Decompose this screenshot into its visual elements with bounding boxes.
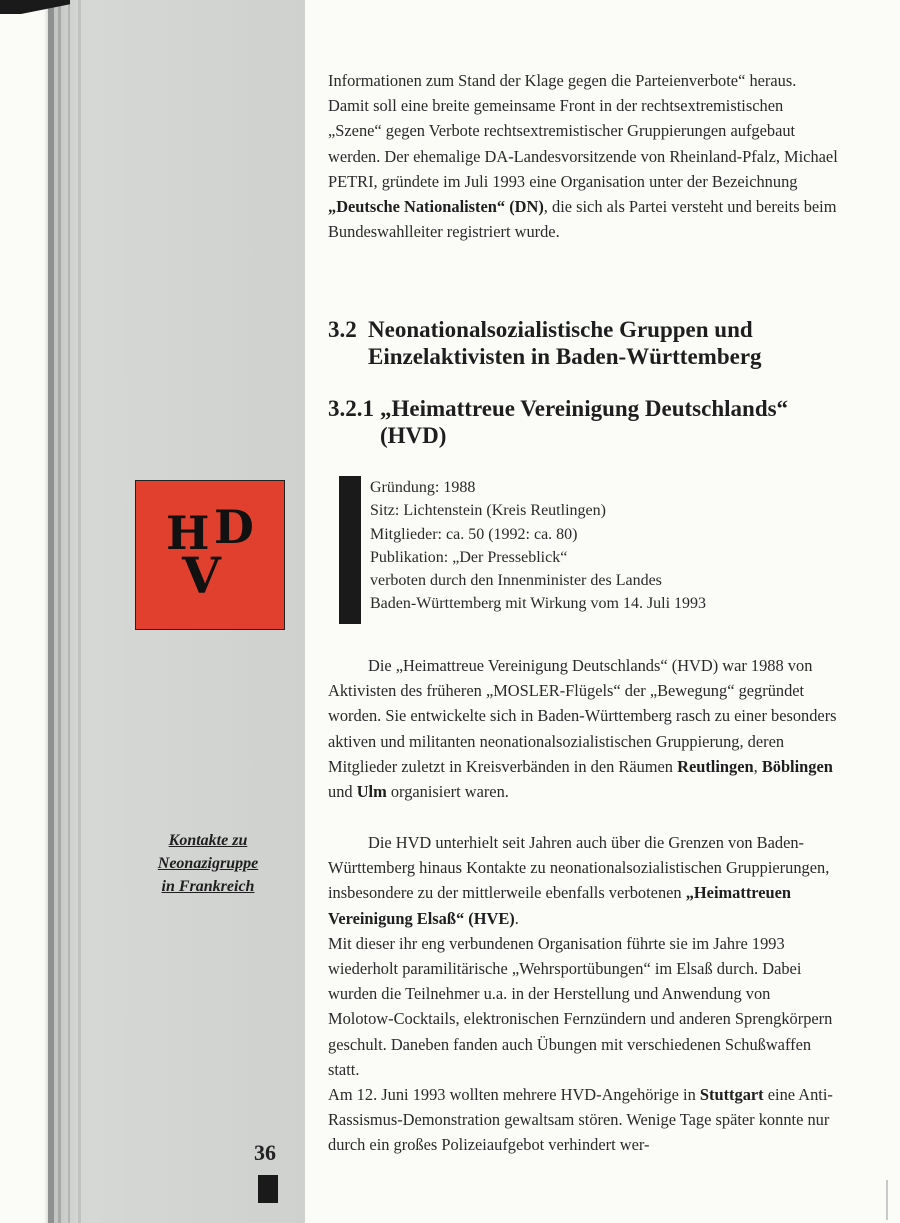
intro-text-end: , die sich als Partei versteht und bereits beim Bundeswahlleiter registriert wurde. — [328, 197, 837, 242]
subsection-title-line1: „Heimattreue Vereinigung Deutschlands“ — [380, 396, 789, 421]
city-boeblingen: Böblingen — [761, 756, 833, 776]
paragraph-exercises: Mit dieser ihr eng verbundenen Organisation führte sie im Jahre 1993 wiederholt paramilitärische „Wehrsportübungen“ im Elsaß durch. Dabei wurden die Teilnehmer u.a. in der Herstellung und Anwendung von Molotow-Cocktails, elektronischen Fernzündern und anderen Sprengkörpern geschult. Daneben fanden auch Übungen mit verschiedenen Schußwaffen statt. — [328, 933, 833, 1079]
paragraph-stuttgart-text: Am 12. Juni 1993 wollten mehrere HVD-Angehörige in — [328, 1085, 700, 1105]
section-heading-3-2-1 — [328, 395, 788, 449]
separator: , — [753, 756, 762, 776]
logo-letter-h: H — [166, 506, 210, 560]
fact-seat: Sitz: Lichtenstein (Kreis Reutlingen) — [370, 502, 606, 520]
intro-bold-org: „Deutsche Nationalisten“ (DN) — [328, 197, 544, 217]
binding-shadow — [78, 0, 81, 1223]
page-number: 36 — [254, 1140, 276, 1165]
fact-box-marker — [339, 476, 361, 624]
binding-shadow — [68, 0, 70, 1223]
binding-shadow — [48, 0, 54, 1223]
intro-paragraph — [328, 68, 838, 244]
section-title-line2: Einzelaktivisten in Baden-Württemberg — [368, 344, 762, 369]
city-reutlingen: Reutlingen — [677, 756, 754, 776]
fact-box — [370, 476, 706, 616]
subsection-number: 3.2.1 — [328, 396, 374, 421]
binding-shadow — [58, 0, 61, 1223]
section-number: 3.2 — [328, 317, 357, 342]
intro-text: Informationen zum Stand der Klage gegen die Parteienverbote“ heraus. Damit soll eine breite gemeinsame Front in der rechtsextremistischen „Szene“ gegen Verbote rechtsextremistischer Gruppierungen aufgebaut werden. Der ehemalige DA-Landesvorsitzende von Rheinland-Pfalz, Michael PETRI, gründete im Juli 1993 eine Organisation unter der Bezeichnung — [328, 71, 838, 191]
fact-members: Mitglieder: ca. 50 (1992: ca. 80) — [370, 525, 578, 543]
logo-letter-d: D — [214, 500, 254, 554]
margin-note-line2: Neonazigruppe — [157, 855, 259, 872]
subsection-title-line2: (HVD) — [380, 423, 447, 448]
margin-note-line1: Kontakte zu — [168, 832, 248, 849]
section-heading-3-2 — [328, 316, 762, 370]
paragraph-contacts-end: . — [514, 908, 519, 928]
page-marker-bar — [258, 1175, 278, 1203]
paragraph-hvd-end: organisiert waren. — [386, 782, 509, 802]
fact-ban-line2: Baden-Württemberg mit Wirkung vom 14. Juli 1993 — [370, 595, 707, 613]
paragraph-contacts — [328, 830, 838, 1158]
city-stuttgart: Stuttgart — [699, 1085, 764, 1105]
fact-publication: Publikation: „Der Presseblick“ — [370, 548, 568, 566]
logo-letter-v: V — [182, 546, 221, 605]
margin-note — [118, 829, 298, 898]
city-ulm: Ulm — [356, 782, 387, 802]
scan-edge-line — [886, 1180, 888, 1220]
fact-ban-line1: verboten durch den Innenminister des Landes — [370, 572, 662, 590]
paragraph-hvd — [328, 653, 838, 804]
org-hve: „Heimattreuen Vereinigung Elsaß“ (HVE) — [328, 883, 792, 928]
section-title-line1: Neonationalsozialistische Gruppen und — [368, 317, 753, 342]
paragraph-stuttgart-end: eine Anti-Rassismus-Demonstration gewaltsam stören. Wenige Tage später konnte nur durch ein großes Polizeiaufgebot verhindert wer- — [328, 1085, 833, 1155]
paragraph-hvd-text: Die „Heimattreue Vereinigung Deutschlands“ (HVD) war 1988 von Aktivisten des früheren „MOSLER-Flügels“ der „Bewegung“ gegründet worden. Sie entwickelte sich in Baden-Württemberg rasch zu einer besonders aktiven und militanten neonationalsozialistischen Gruppierung, deren Mitglieder zuletzt in Kreisverbänden in den Räumen — [328, 656, 837, 776]
hvd-logo — [135, 480, 285, 630]
hvd-logo-letters — [136, 481, 284, 629]
separator: und — [328, 782, 357, 802]
fact-founding: Gründung: 1988 — [370, 479, 476, 496]
margin-note-line3: in Frankreich — [161, 878, 255, 895]
paragraph-contacts-text: Die HVD unterhielt seit Jahren auch über die Grenzen von Baden-Württemberg hinaus Kontakte zu neonationalsozialistischen Gruppierungen, insbesondere zu der mittlerweile ebenfalls verbotenen — [328, 833, 830, 903]
